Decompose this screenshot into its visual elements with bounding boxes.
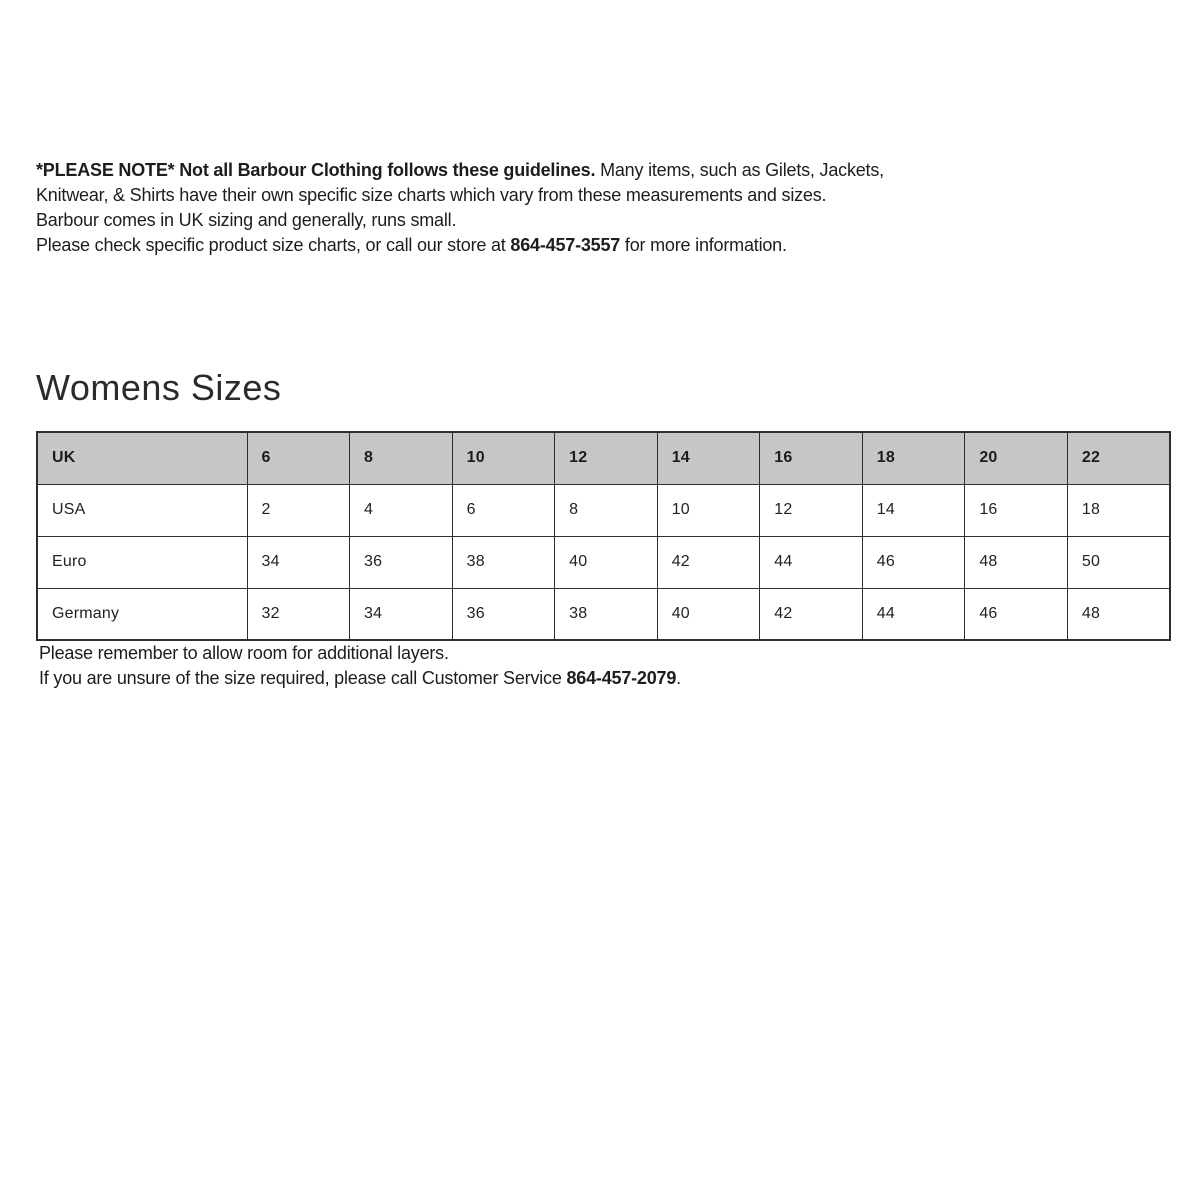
please-note-bold-text: *PLEASE NOTE* Not all Barbour Clothing follows these guidelines. — [36, 160, 596, 180]
size-table-row — [37, 536, 1170, 588]
size-value-cell: 12 — [555, 432, 658, 484]
size-value-cell: 6 — [247, 432, 350, 484]
size-value-cell: 32 — [247, 588, 350, 640]
size-value-cell: 48 — [1067, 588, 1170, 640]
size-value-cell: 40 — [657, 588, 760, 640]
size-value-cell: 38 — [555, 588, 658, 640]
store-contact-text: Please check specific product size charts, or call our store at — [36, 235, 511, 255]
size-value-cell: 4 — [350, 484, 453, 536]
customer-service-text-end: . — [676, 668, 681, 688]
please-note-text-line2: Knitwear, & Shirts have their own specific size charts which vary from these measurements and sizes. — [36, 185, 827, 205]
size-value-cell: 34 — [247, 536, 350, 588]
size-value-cell: 38 — [452, 536, 555, 588]
size-table-row — [37, 588, 1170, 640]
size-value-cell: 40 — [555, 536, 658, 588]
size-value-cell: 42 — [657, 536, 760, 588]
size-value-cell: 34 — [350, 588, 453, 640]
row-label-cell: Germany — [37, 588, 247, 640]
please-note-text-line1: Many items, such as Gilets, Jackets, — [595, 160, 884, 180]
size-value-cell: 10 — [657, 484, 760, 536]
size-value-cell: 18 — [1067, 484, 1170, 536]
layers-note: Please remember to allow room for additional layers. — [39, 643, 449, 663]
customer-service-phone-number: 864-457-2079 — [566, 668, 677, 688]
womens-size-table — [36, 431, 1171, 641]
size-value-cell: 46 — [862, 536, 965, 588]
size-value-cell: 36 — [350, 536, 453, 588]
size-value-cell: 2 — [247, 484, 350, 536]
size-value-cell: 44 — [862, 588, 965, 640]
size-value-cell: 22 — [1067, 432, 1170, 484]
size-table-header-row — [37, 432, 1170, 484]
size-value-cell: 14 — [657, 432, 760, 484]
size-value-cell: 8 — [555, 484, 658, 536]
size-value-cell: 10 — [452, 432, 555, 484]
store-contact-line — [36, 233, 1172, 258]
size-value-cell: 46 — [965, 588, 1068, 640]
customer-service-line — [39, 666, 1172, 691]
womens-sizes-title: Womens Sizes — [36, 367, 282, 408]
size-value-cell: 14 — [862, 484, 965, 536]
row-label-cell: UK — [37, 432, 247, 484]
size-value-cell: 16 — [965, 484, 1068, 536]
size-value-cell: 12 — [760, 484, 863, 536]
size-table-body — [37, 432, 1170, 640]
uk-sizing-note: Barbour comes in UK sizing and generally, runs small. — [36, 210, 457, 230]
size-value-cell: 36 — [452, 588, 555, 640]
size-value-cell: 42 — [760, 588, 863, 640]
row-label-cell: Euro — [37, 536, 247, 588]
size-value-cell: 6 — [452, 484, 555, 536]
row-label-cell: USA — [37, 484, 247, 536]
customer-service-text: If you are unsure of the size required, please call Customer Service — [39, 668, 567, 688]
size-value-cell: 50 — [1067, 536, 1170, 588]
size-value-cell: 8 — [350, 432, 453, 484]
store-contact-text-end: for more information. — [620, 235, 787, 255]
size-value-cell: 16 — [760, 432, 863, 484]
please-note-paragraph — [36, 158, 1096, 208]
size-table-row — [37, 484, 1170, 536]
size-value-cell: 18 — [862, 432, 965, 484]
size-value-cell: 44 — [760, 536, 863, 588]
footer-notes — [39, 641, 1172, 691]
store-phone-number: 864-457-3557 — [510, 235, 621, 255]
size-value-cell: 48 — [965, 536, 1068, 588]
size-value-cell: 20 — [965, 432, 1068, 484]
